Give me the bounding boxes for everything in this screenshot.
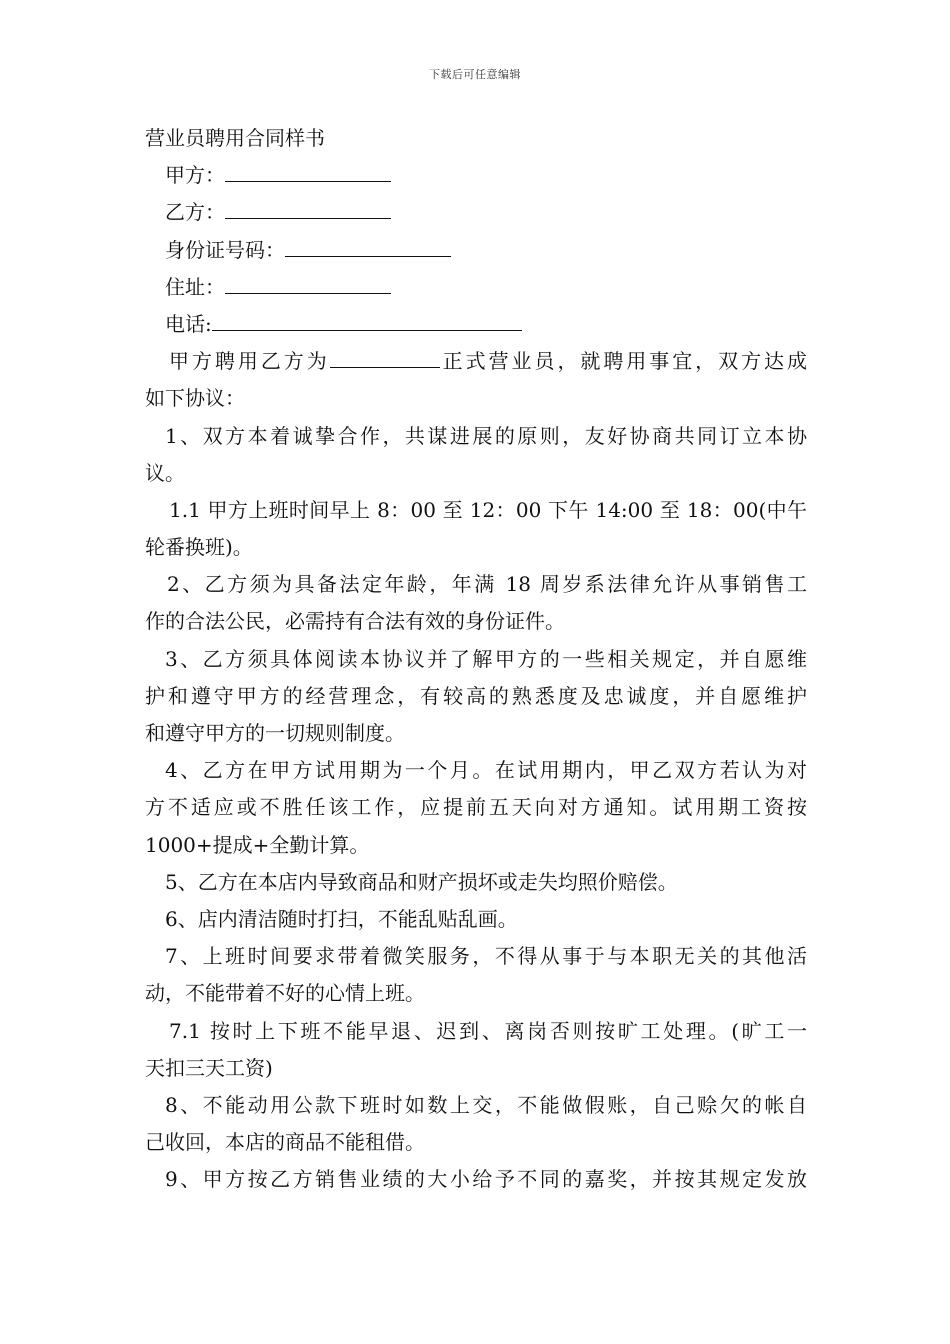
clause-4-line-3: 1000+提成+全勤计算。 xyxy=(145,832,370,857)
clause-8-line-2: 己收回，本店的商品不能租借。 xyxy=(145,1130,425,1155)
clause-5-line-1: 5、乙方在本店内导致商品和财产损坏或走失均照价赔偿。 xyxy=(165,869,678,894)
party-b-field xyxy=(145,194,807,231)
clause-6-line-1: 6、店内清洁随时打扫，不能乱贴乱画。 xyxy=(165,906,518,931)
clause-1-1 xyxy=(145,492,807,566)
clause-1-1-line-1: 1.1 甲方上班时间早上 8：00 至 12：00 下午 14:00 至 18：00(中午 xyxy=(169,497,807,522)
header-note: 下载后可任意编辑 xyxy=(429,68,521,81)
clause-7-line-2: 动，不能带着不好的心情上班。 xyxy=(145,981,425,1006)
intro-line-2: 如下协议： xyxy=(145,386,245,411)
intro-paragraph xyxy=(145,343,807,417)
intro-suffix: 正式营业员，就聘用事宜，双方达成 xyxy=(439,349,808,374)
clause-6 xyxy=(145,901,807,938)
position-blank xyxy=(330,345,440,368)
clause-9 xyxy=(145,1161,807,1198)
clause-1-1-line-2: 轮番换班)。 xyxy=(145,535,253,560)
clause-2-line-1: 2、乙方须为具备法定年龄，年满 18 周岁系法律允许从事销售工 xyxy=(167,572,807,597)
phone-label: 电话: xyxy=(165,311,212,336)
clause-3-line-2: 护和遵守甲方的经营理念，有较高的熟悉度及忠诚度，并自愿维护 xyxy=(145,683,807,708)
clause-7-1-line-1: 7.1 按时上下班不能早退、迟到、离岗否则按旷工处理。(旷工一 xyxy=(169,1018,807,1043)
clause-4-line-1: 4、乙方在甲方试用期为一个月。在试用期内，甲乙双方若认为对 xyxy=(165,758,807,783)
address-label: 住址： xyxy=(165,274,225,299)
document-title: 营业员聘用合同样书 xyxy=(145,126,325,150)
party-a-field xyxy=(145,157,807,194)
clause-4-line-2: 方不适应或不胜任该工作，应提前五天向对方通知。试用期工资按 xyxy=(145,795,807,820)
clause-1-line-1: 1、双方本着诚挚合作，共谋进展的原则，友好协商共同订立本协 xyxy=(165,423,807,448)
clause-1 xyxy=(145,418,807,492)
clause-1-line-2: 议。 xyxy=(145,460,185,485)
clause-3 xyxy=(145,641,807,753)
clause-8-line-1: 8、不能动用公款下班时如数上交，不能做假账，自己赊欠的帐自 xyxy=(165,1092,807,1117)
contract-document xyxy=(145,120,807,1198)
clause-3-line-1: 3、乙方须具体阅读本协议并了解甲方的一些相关规定，并自愿维 xyxy=(165,646,807,671)
clause-3-line-3: 和遵守甲方的一切规则制度。 xyxy=(145,721,405,745)
clause-5 xyxy=(145,864,807,901)
clause-9-line-1: 9、甲方按乙方销售业绩的大小给予不同的嘉奖，并按其规定发放 xyxy=(165,1167,807,1192)
clause-4 xyxy=(145,752,807,864)
address-blank xyxy=(225,271,391,294)
id-number-blank xyxy=(285,234,451,257)
id-number-field xyxy=(145,232,807,269)
phone-blank xyxy=(212,308,522,331)
intro-prefix: 甲方聘用乙方为 xyxy=(169,349,330,374)
party-b-blank xyxy=(225,196,391,219)
clause-7-1 xyxy=(145,1013,807,1087)
clause-8 xyxy=(145,1087,807,1161)
clause-2-line-2: 作的合法公民，必需持有合法有效的身份证件。 xyxy=(145,609,565,634)
clause-7 xyxy=(145,938,807,1012)
clause-2 xyxy=(145,566,807,640)
party-b-label: 乙方： xyxy=(165,200,225,225)
id-number-label: 身份证号码： xyxy=(165,237,285,262)
party-a-label: 甲方： xyxy=(165,163,225,188)
clause-7-line-1: 7、上班时间要求带着微笑服务，不得从事于与本职无关的其他活 xyxy=(165,944,807,969)
party-a-blank xyxy=(225,159,391,182)
address-field xyxy=(145,269,807,306)
phone-field xyxy=(145,306,807,343)
clause-7-1-line-2: 天扣三天工资) xyxy=(145,1055,273,1080)
intro-line-1 xyxy=(145,343,807,380)
